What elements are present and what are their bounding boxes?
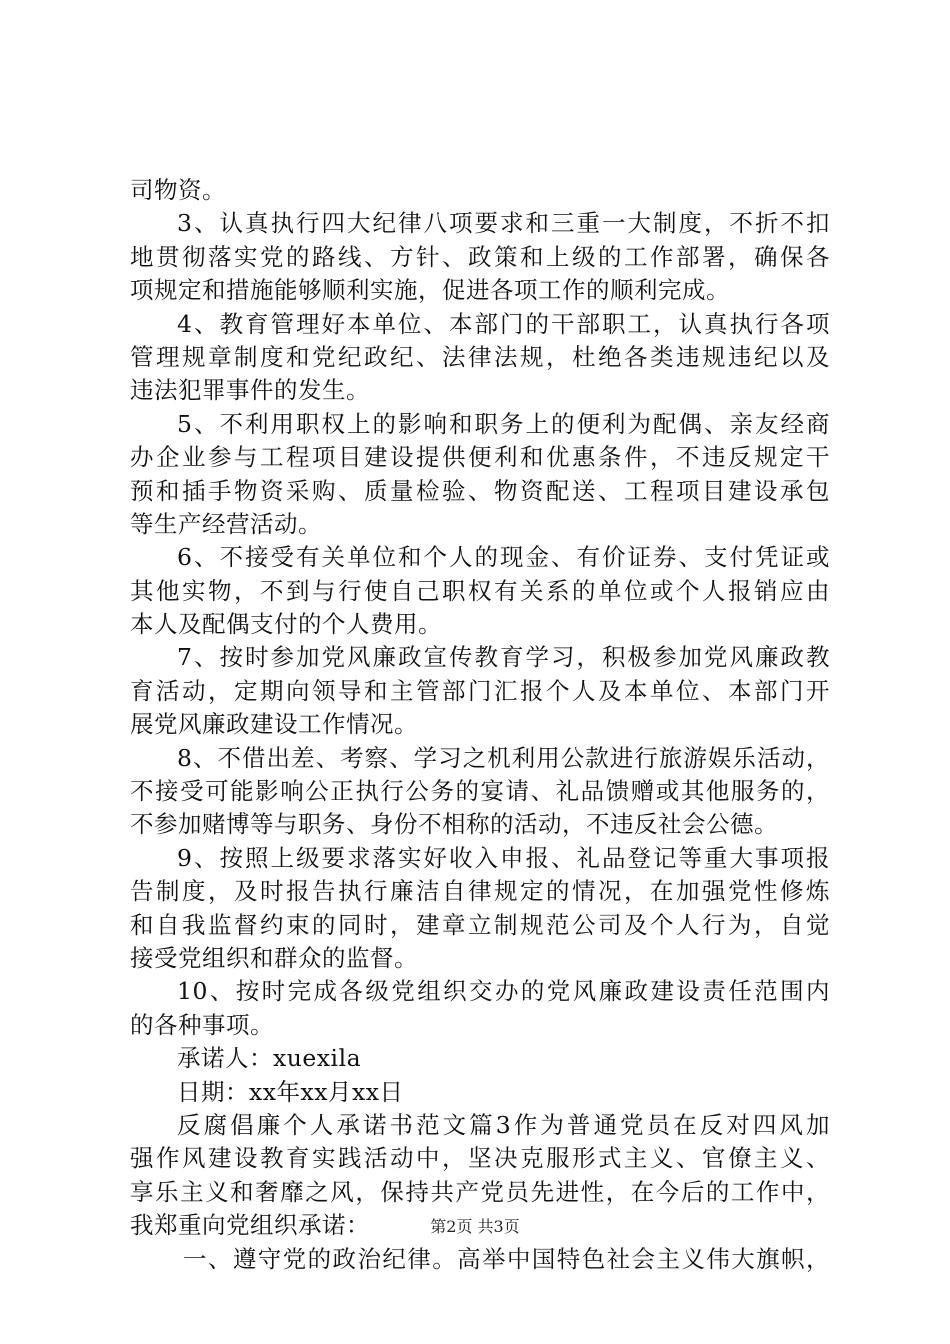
text-line: 本人及配偶支付的个人费用。 — [130, 610, 442, 639]
text-line: 其他实物，不到与行使自己职权有关系的单位或个人报销应由 — [130, 576, 830, 605]
text-line: 强作风建设教育实践活动中，坚决克服形式主义、官僚主义、 — [130, 1144, 830, 1173]
text-line: 司物资。 — [130, 176, 226, 204]
text-line: 项规定和措施能够顺利实施，促进各项工作的顺利完成。 — [130, 276, 730, 305]
text-line: 反腐倡廉个人承诺书范文篇3作为普通党员在反对四风加 — [177, 1110, 830, 1139]
text-line: 违法犯罪事件的发生。 — [130, 376, 370, 405]
text-line: 4、教育管理好本单位、本部门的干部职工，认真执行各项 — [177, 309, 830, 338]
text-line: 10、按时完成各级党组织交办的党风廉政建设责任范围内 — [177, 977, 830, 1006]
text-line: 承诺人：xuexila — [177, 1044, 362, 1073]
text-line: 我郑重向党组织承诺： — [130, 1211, 370, 1240]
text-line: 展党风廉政建设工作情况。 — [130, 710, 418, 739]
text-line: 告制度，及时报告执行廉洁自律规定的情况，在加强党性修炼 — [130, 877, 830, 906]
text-line: 管理规章制度和党纪政纪、法律法规，杜绝各类违规违纪以及 — [130, 342, 830, 371]
text-line: 日期：xx年xx月xx日 — [177, 1077, 404, 1106]
text-line: 地贯彻落实党的路线、方针、政策和上级的工作部署，确保各 — [130, 242, 830, 271]
text-line: 6、不接受有关单位和个人的现金、有价证券、支付凭证或 — [177, 543, 830, 572]
text-line: 育活动，定期向领导和主管部门汇报个人及本单位、本部门开 — [130, 676, 830, 705]
page-number-footer: 第2页 共3页 — [430, 1217, 520, 1236]
text-line: 接受党组织和群众的监督。 — [130, 943, 418, 972]
text-line: 享乐主义和奢靡之风，保持共产党员先进性，在今后的工作中， — [130, 1177, 830, 1206]
text-line: 等生产经营活动。 — [130, 509, 322, 538]
text-line: 8、不借出差、考察、学习之机利用公款进行旅游娱乐活动， — [177, 743, 830, 772]
text-line: 的各种事项。 — [130, 1010, 274, 1039]
text-line: 7、按时参加党风廉政宣传教育学习，积极参加党风廉政教 — [177, 643, 830, 672]
text-line: 一、遵守党的政治纪律。高举中国特色社会主义伟大旗帜， — [183, 1244, 830, 1273]
text-line: 不接受可能影响公正执行公务的宴请、礼品馈赠或其他服务的， — [130, 777, 830, 806]
text-line: 和自我监督约束的同时，建章立制规范公司及个人行为，自觉 — [130, 910, 830, 939]
text-line: 3、认真执行四大纪律八项要求和三重一大制度，不折不扣 — [177, 209, 830, 238]
text-line: 预和插手物资采购、质量检验、物资配送、工程项目建设承包 — [130, 476, 830, 505]
text-line: 9、按照上级要求落实好收入申报、礼品登记等重大事项报 — [177, 843, 830, 872]
document-body — [130, 174, 830, 1276]
text-line: 5、不利用职权上的影响和职务上的便利为配偶、亲友经商 — [177, 409, 830, 438]
text-line: 办企业参与工程项目建设提供便利和优惠条件，不违反规定干 — [130, 443, 830, 472]
text-line: 不参加赌博等与职务、身份不相称的活动，不违反社会公德。 — [130, 810, 778, 839]
